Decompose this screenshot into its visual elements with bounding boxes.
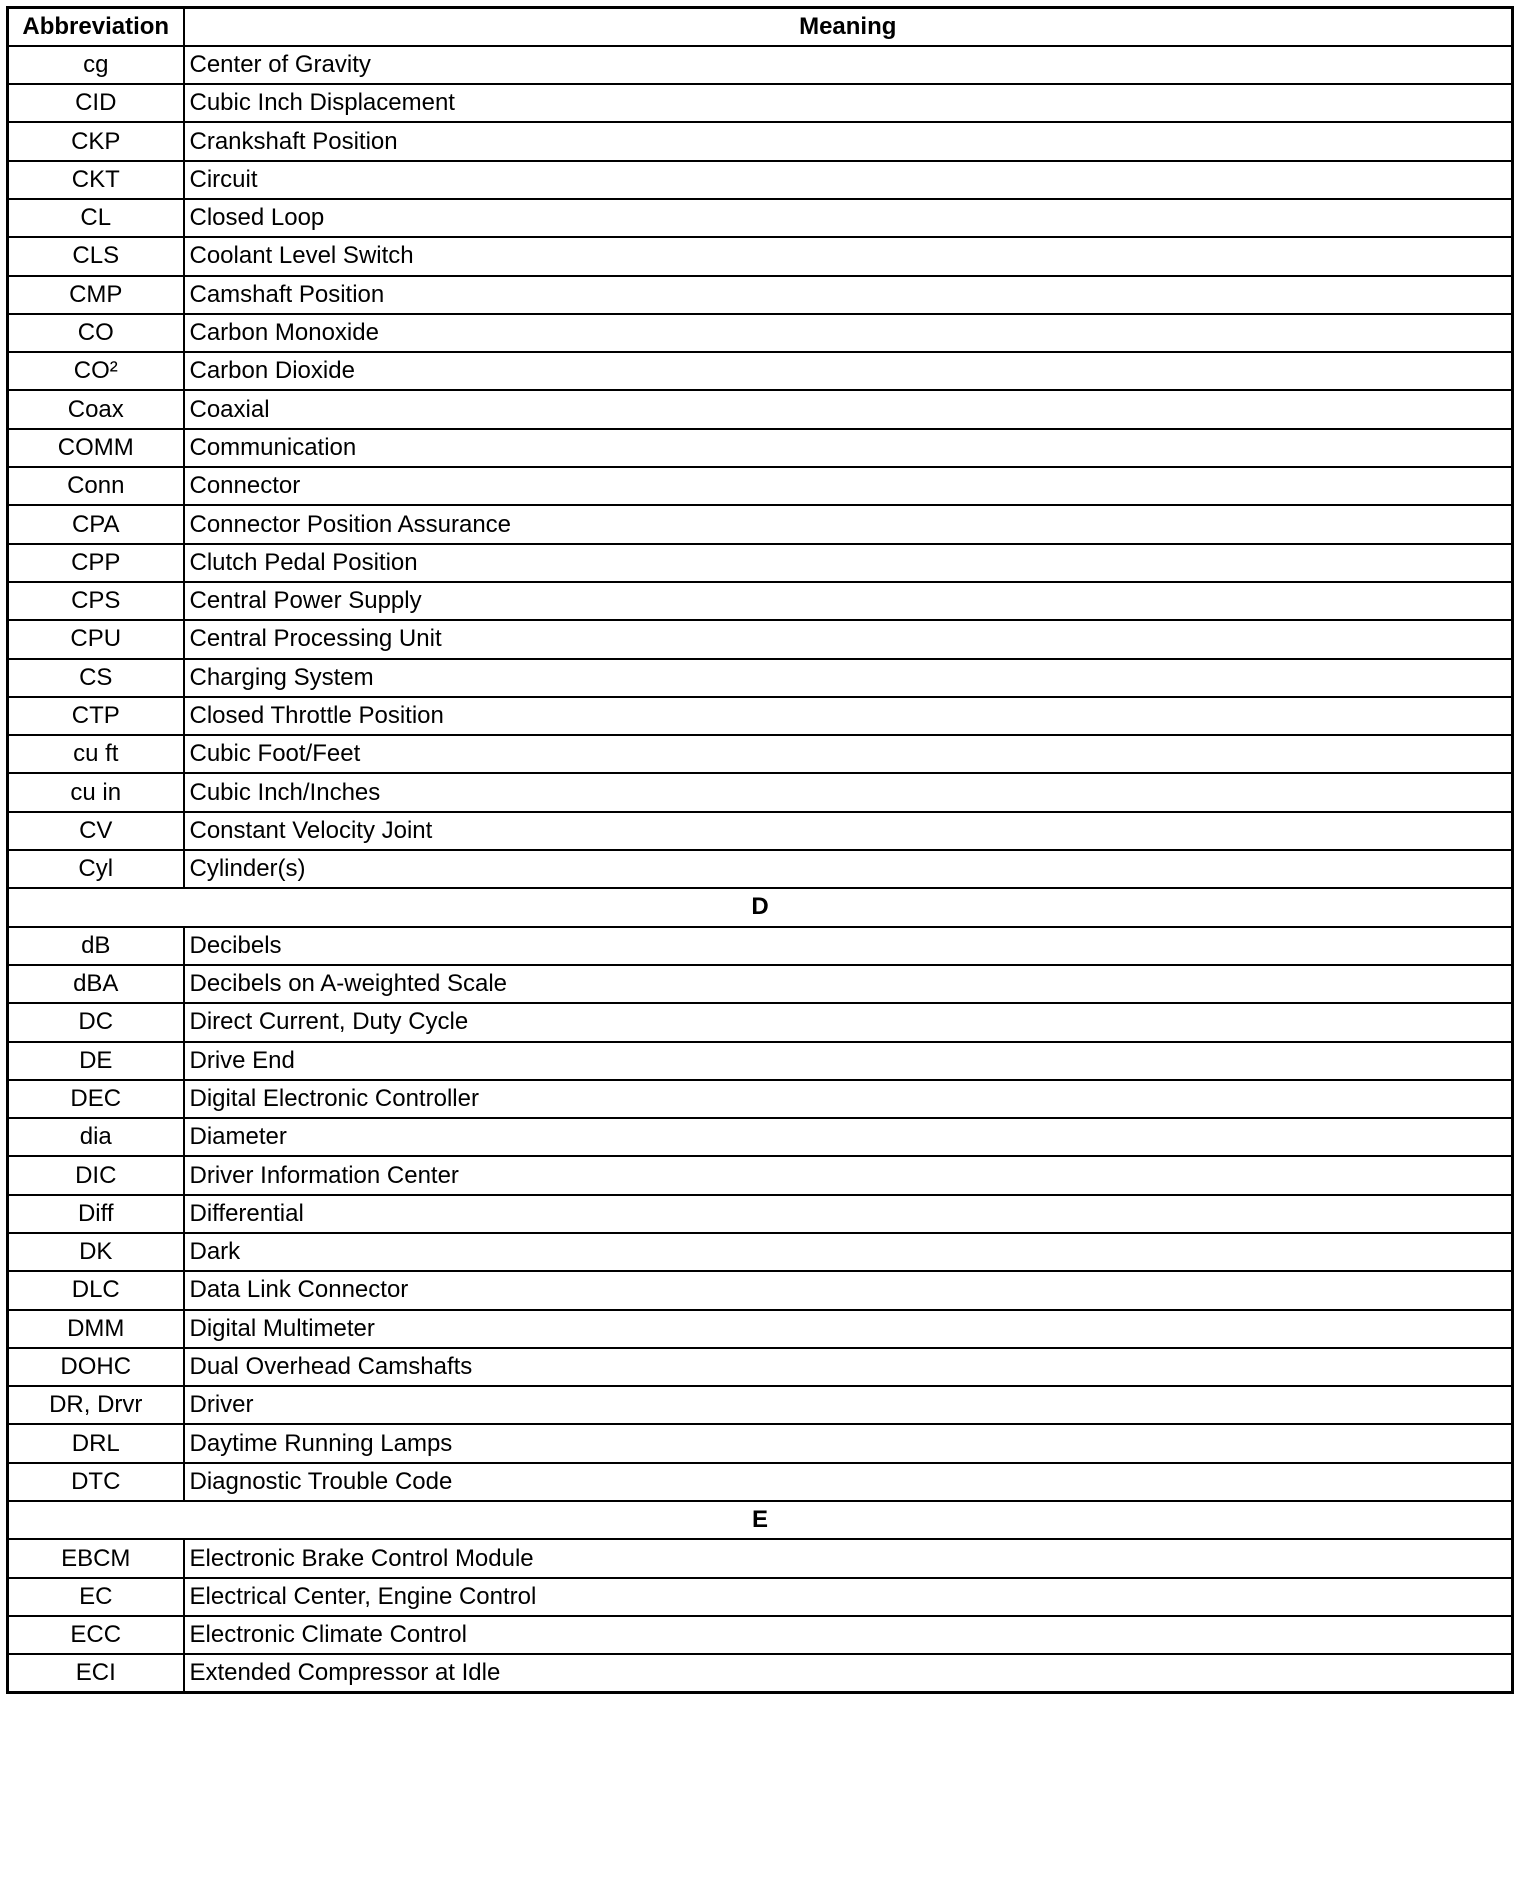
- meaning-cell: Carbon Monoxide: [184, 314, 1513, 352]
- abbreviation-cell: CTP: [8, 697, 184, 735]
- meaning-cell: Center of Gravity: [184, 46, 1513, 84]
- table-row: [8, 1654, 1513, 1692]
- abbreviation-cell: CPU: [8, 620, 184, 658]
- table-row: [8, 46, 1513, 84]
- meaning-cell: Cylinder(s): [184, 850, 1513, 888]
- table-row: [8, 237, 1513, 275]
- meaning-cell: Decibels: [184, 927, 1513, 965]
- meaning-cell: Electrical Center, Engine Control: [184, 1578, 1513, 1616]
- meaning-cell: Dual Overhead Camshafts: [184, 1348, 1513, 1386]
- abbreviation-cell: CMP: [8, 276, 184, 314]
- table-row: [8, 122, 1513, 160]
- abbreviation-column-header: Abbreviation: [8, 8, 184, 46]
- abbreviation-cell: DIC: [8, 1156, 184, 1194]
- table-row: [8, 659, 1513, 697]
- meaning-cell: Digital Multimeter: [184, 1310, 1513, 1348]
- abbreviation-cell: cg: [8, 46, 184, 84]
- abbreviation-cell: DOHC: [8, 1348, 184, 1386]
- abbreviation-cell: CS: [8, 659, 184, 697]
- meaning-cell: Closed Loop: [184, 199, 1513, 237]
- table-row: [8, 735, 1513, 773]
- abbreviation-cell: Cyl: [8, 850, 184, 888]
- table-row: [8, 1233, 1513, 1271]
- table-row: [8, 850, 1513, 888]
- table-row: [8, 965, 1513, 1003]
- meaning-cell: Charging System: [184, 659, 1513, 697]
- table-row: [8, 1424, 1513, 1462]
- table-row: [8, 1156, 1513, 1194]
- table-row: [8, 1386, 1513, 1424]
- meaning-cell: Coaxial: [184, 390, 1513, 428]
- table-row: [8, 505, 1513, 543]
- abbreviation-cell: dBA: [8, 965, 184, 1003]
- abbreviation-cell: DLC: [8, 1271, 184, 1309]
- table-row: [8, 276, 1513, 314]
- section-letter: E: [8, 1501, 1513, 1539]
- table-row: [8, 1348, 1513, 1386]
- table-row: [8, 1463, 1513, 1501]
- table-row: [8, 1003, 1513, 1041]
- abbreviation-cell: EBCM: [8, 1539, 184, 1577]
- table-row: [8, 161, 1513, 199]
- meaning-cell: Central Power Supply: [184, 582, 1513, 620]
- meaning-cell: Drive End: [184, 1042, 1513, 1080]
- meaning-cell: Driver: [184, 1386, 1513, 1424]
- meaning-cell: Extended Compressor at Idle: [184, 1654, 1513, 1692]
- table-row: [8, 1080, 1513, 1118]
- abbreviation-cell: CL: [8, 199, 184, 237]
- meaning-cell: Data Link Connector: [184, 1271, 1513, 1309]
- abbreviation-cell: ECI: [8, 1654, 184, 1692]
- abbreviation-cell: CO: [8, 314, 184, 352]
- abbreviation-cell: DE: [8, 1042, 184, 1080]
- meaning-column-header: Meaning: [184, 8, 1513, 46]
- table-row: [8, 620, 1513, 658]
- meaning-cell: Differential: [184, 1195, 1513, 1233]
- meaning-cell: Cubic Foot/Feet: [184, 735, 1513, 773]
- abbreviation-cell: CKT: [8, 161, 184, 199]
- meaning-cell: Camshaft Position: [184, 276, 1513, 314]
- abbreviation-cell: CKP: [8, 122, 184, 160]
- meaning-cell: Central Processing Unit: [184, 620, 1513, 658]
- abbreviation-cell: EC: [8, 1578, 184, 1616]
- abbreviation-cell: Conn: [8, 467, 184, 505]
- abbreviation-cell: CID: [8, 84, 184, 122]
- abbreviation-cell: cu ft: [8, 735, 184, 773]
- table-body: [8, 46, 1513, 1693]
- meaning-cell: Connector Position Assurance: [184, 505, 1513, 543]
- meaning-cell: Constant Velocity Joint: [184, 812, 1513, 850]
- meaning-cell: Carbon Dioxide: [184, 352, 1513, 390]
- meaning-cell: Decibels on A-weighted Scale: [184, 965, 1513, 1003]
- table-row: [8, 1616, 1513, 1654]
- abbreviation-cell: DC: [8, 1003, 184, 1041]
- meaning-cell: Direct Current, Duty Cycle: [184, 1003, 1513, 1041]
- table-row: [8, 352, 1513, 390]
- abbreviation-cell: CV: [8, 812, 184, 850]
- table-row: [8, 1310, 1513, 1348]
- meaning-cell: Dark: [184, 1233, 1513, 1271]
- header-row: [8, 8, 1513, 46]
- meaning-cell: Clutch Pedal Position: [184, 544, 1513, 582]
- meaning-cell: Closed Throttle Position: [184, 697, 1513, 735]
- table-row: [8, 1042, 1513, 1080]
- abbreviation-cell: CPA: [8, 505, 184, 543]
- abbreviation-cell: CLS: [8, 237, 184, 275]
- table-row: [8, 390, 1513, 428]
- table-row: [8, 314, 1513, 352]
- table-row: [8, 1118, 1513, 1156]
- abbreviations-table: [6, 6, 1514, 1694]
- section-header-row: [8, 1501, 1513, 1539]
- abbreviation-cell: dB: [8, 927, 184, 965]
- abbreviation-cell: dia: [8, 1118, 184, 1156]
- abbreviation-cell: CPS: [8, 582, 184, 620]
- meaning-cell: Electronic Climate Control: [184, 1616, 1513, 1654]
- meaning-cell: Daytime Running Lamps: [184, 1424, 1513, 1462]
- meaning-cell: Communication: [184, 429, 1513, 467]
- section-letter: D: [8, 888, 1513, 926]
- abbreviation-cell: Coax: [8, 390, 184, 428]
- table-row: [8, 467, 1513, 505]
- table-row: [8, 1195, 1513, 1233]
- abbreviation-cell: DK: [8, 1233, 184, 1271]
- meaning-cell: Diameter: [184, 1118, 1513, 1156]
- table-row: [8, 1271, 1513, 1309]
- meaning-cell: Diagnostic Trouble Code: [184, 1463, 1513, 1501]
- meaning-cell: Connector: [184, 467, 1513, 505]
- abbreviation-cell: DR, Drvr: [8, 1386, 184, 1424]
- table-row: [8, 927, 1513, 965]
- meaning-cell: Driver Information Center: [184, 1156, 1513, 1194]
- table-row: [8, 812, 1513, 850]
- table-row: [8, 773, 1513, 811]
- abbreviation-cell: DRL: [8, 1424, 184, 1462]
- abbreviation-cell: CPP: [8, 544, 184, 582]
- meaning-cell: Crankshaft Position: [184, 122, 1513, 160]
- abbreviation-cell: DTC: [8, 1463, 184, 1501]
- meaning-cell: Electronic Brake Control Module: [184, 1539, 1513, 1577]
- abbreviation-cell: DMM: [8, 1310, 184, 1348]
- table-row: [8, 1578, 1513, 1616]
- abbreviations-page: [6, 6, 1514, 1694]
- meaning-cell: Coolant Level Switch: [184, 237, 1513, 275]
- abbreviation-cell: cu in: [8, 773, 184, 811]
- table-row: [8, 544, 1513, 582]
- abbreviation-cell: COMM: [8, 429, 184, 467]
- abbreviation-cell: DEC: [8, 1080, 184, 1118]
- table-row: [8, 199, 1513, 237]
- table-row: [8, 582, 1513, 620]
- table-row: [8, 1539, 1513, 1577]
- abbreviation-cell: CO²: [8, 352, 184, 390]
- table-row: [8, 429, 1513, 467]
- meaning-cell: Circuit: [184, 161, 1513, 199]
- table-header: [8, 8, 1513, 46]
- section-header-row: [8, 888, 1513, 926]
- meaning-cell: Cubic Inch/Inches: [184, 773, 1513, 811]
- table-row: [8, 697, 1513, 735]
- abbreviation-cell: Diff: [8, 1195, 184, 1233]
- abbreviation-cell: ECC: [8, 1616, 184, 1654]
- meaning-cell: Digital Electronic Controller: [184, 1080, 1513, 1118]
- table-row: [8, 84, 1513, 122]
- meaning-cell: Cubic Inch Displacement: [184, 84, 1513, 122]
